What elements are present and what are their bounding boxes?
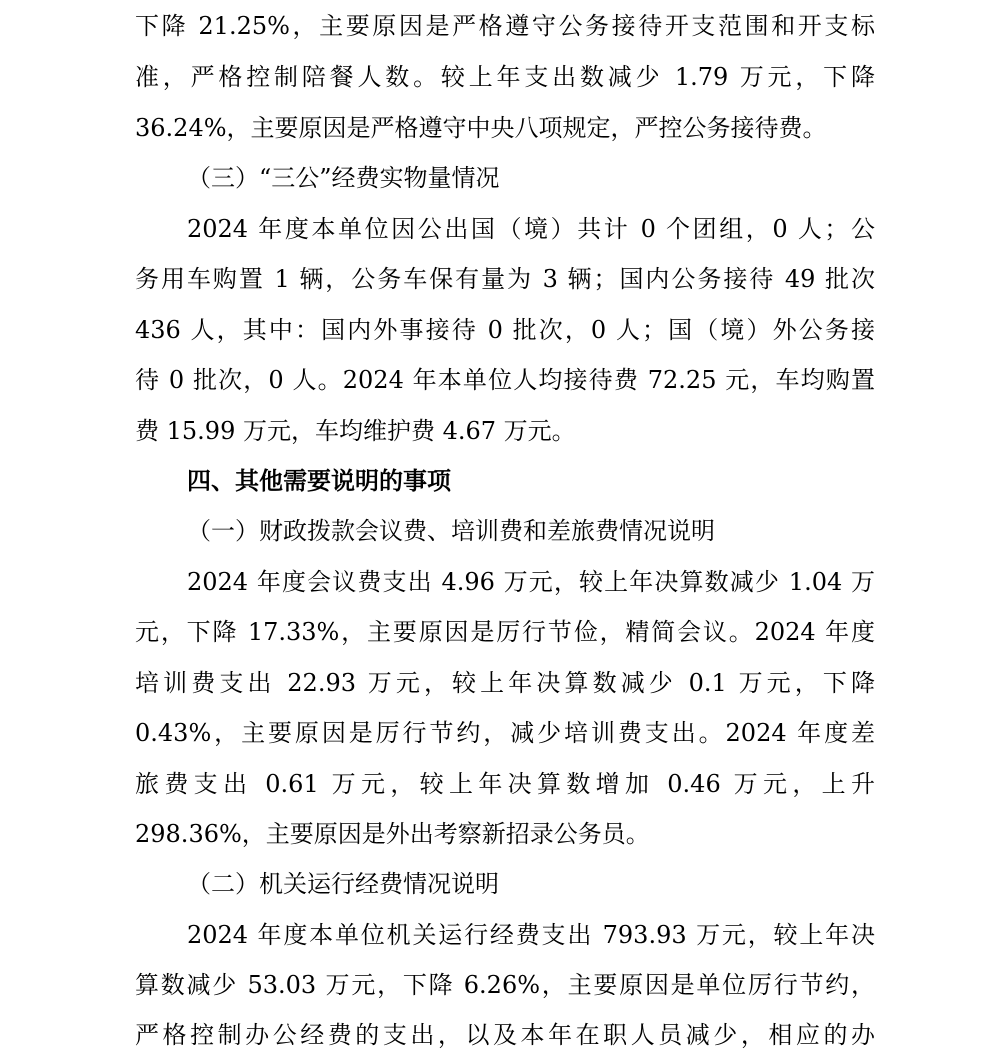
text-line: 下降 21.25%，主要原因是严格遵守公务接待开支范围和开支标 bbox=[135, 12, 875, 40]
text-line: 298.36%，主要原因是外出考察新招录公务员。 bbox=[135, 820, 650, 848]
text-line: 培训费支出 22.93 万元，较上年决算数减少 0.1 万元，下降 bbox=[135, 669, 875, 697]
section-heading-three: （三）“三公”经费实物量情况 bbox=[187, 164, 500, 192]
text-line: 2024 年度本单位因公出国（境）共计 0 个团组，0 人；公 bbox=[187, 215, 875, 243]
text-line: 36.24%，主要原因是严格遵守中央八项规定，严控公务接待费。 bbox=[135, 114, 827, 142]
chapter-heading-four: 四、其他需要说明的事项 bbox=[187, 467, 451, 495]
text-line: 算数减少 53.03 万元，下降 6.26%，主要原因是单位厉行节约， bbox=[135, 971, 875, 999]
text-line: 待 0 批次，0 人。2024 年本单位人均接待费 72.25 元，车均购置 bbox=[135, 366, 875, 394]
section-heading-one: （一）财政拨款会议费、培训费和差旅费情况说明 bbox=[187, 517, 715, 545]
text-line: 元，下降 17.33%，主要原因是厉行节俭，精简会议。2024 年度 bbox=[135, 618, 875, 646]
section-heading-two: （二）机关运行经费情况说明 bbox=[187, 870, 499, 898]
text-line: 务用车购置 1 辆，公务车保有量为 3 辆；国内公务接待 49 批次 bbox=[135, 265, 875, 293]
text-line: 436 人，其中：国内外事接待 0 批次，0 人；国（境）外公务接 bbox=[135, 316, 875, 344]
text-line: 费 15.99 万元，车均维护费 4.67 万元。 bbox=[135, 417, 576, 445]
text-line: 旅费支出 0.61 万元，较上年决算数增加 0.46 万元，上升 bbox=[135, 770, 875, 798]
text-line: 2024 年度会议费支出 4.96 万元，较上年决算数减少 1.04 万 bbox=[187, 568, 875, 596]
text-line: 准，严格控制陪餐人数。较上年支出数减少 1.79 万元，下降 bbox=[135, 63, 875, 91]
text-line: 0.43%，主要原因是厉行节约，减少培训费支出。2024 年度差 bbox=[135, 719, 875, 747]
text-line: 2024 年度本单位机关运行经费支出 793.93 万元，较上年决 bbox=[187, 921, 875, 949]
text-line: 严格控制办公经费的支出，以及本年在职人员减少，相应的办 bbox=[135, 1021, 875, 1049]
